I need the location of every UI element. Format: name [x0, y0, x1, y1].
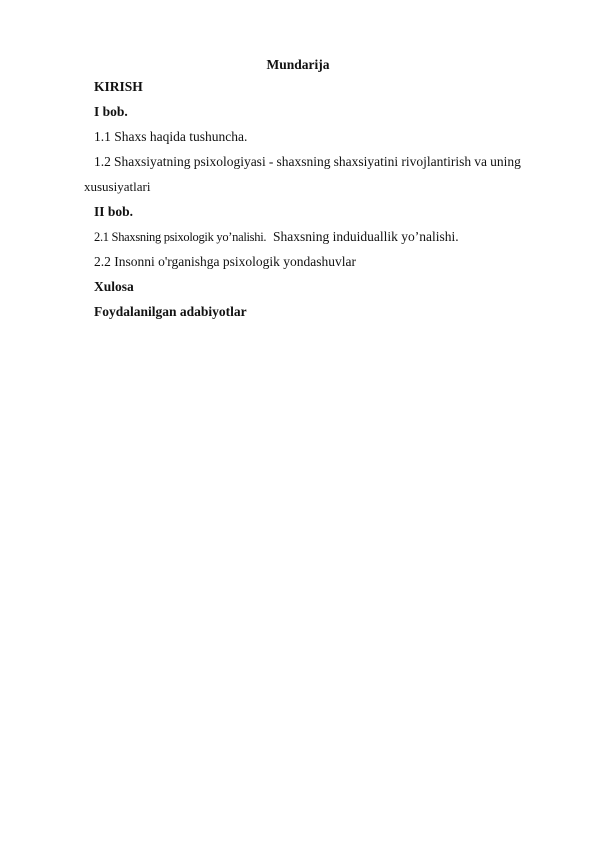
toc-word: 1.2	[94, 154, 111, 169]
toc-word: shaxsning	[276, 154, 331, 169]
toc-entry-kirish: KIRISH	[94, 79, 143, 94]
toc-word: psixologiyasi	[193, 154, 266, 169]
toc-word: shaxsiyatini	[333, 154, 399, 169]
toc-entry-1-2	[94, 154, 521, 170]
toc-entry-1-1: 1.1 Shaxs haqida tushuncha.	[94, 129, 248, 144]
toc-word: va	[474, 154, 487, 169]
toc-entry-1-2-continuation: xususiyatlari	[84, 179, 151, 194]
toc-entry-2-1-part1: 2.1 Shaxsning psixologik yo’nalishi.	[94, 230, 267, 244]
toc-word: Shaxsiyatning	[114, 154, 191, 169]
toc-entry-chapter-1: I bob.	[94, 104, 128, 119]
toc-entry-references: Foydalanilgan adabiyotlar	[94, 304, 247, 319]
toc-entry-2-2: 2.2 Insonni o'rganishga psixologik yondashuvlar	[94, 254, 357, 269]
toc-entry-2-1-part2: Shaxsning induiduallik yo’nalishi.	[272, 229, 459, 244]
toc-entry-2-1	[94, 229, 459, 245]
toc-entry-xulosa: Xulosa	[94, 279, 134, 294]
page-title: Mundarija	[266, 57, 330, 72]
toc-word: rivojlantirish	[401, 154, 472, 169]
toc-entry-chapter-2: II bob.	[94, 204, 134, 219]
toc-word: uning	[490, 154, 521, 169]
toc-word: -	[268, 154, 274, 169]
